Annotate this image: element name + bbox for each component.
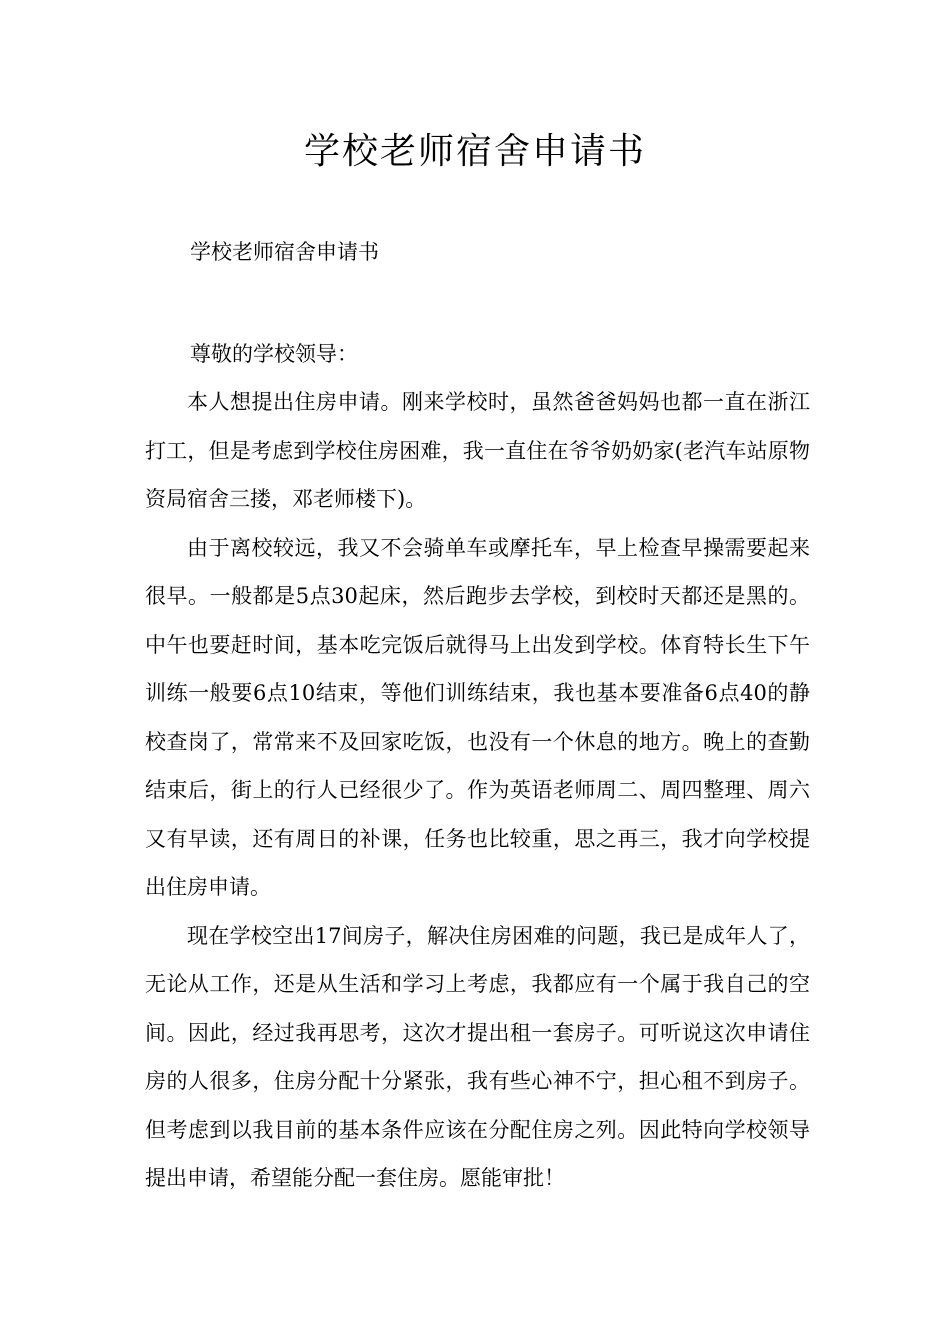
salutation: 尊敬的学校领导： (190, 342, 358, 366)
paragraph: 本人想提出住房申请。刚来学校时，虽然爸爸妈妈也都一直在浙江打工，但是考虑到学校住房困难，我一直住在爷爷奶奶家(老汽车站原物资局宿舍三搂，邓老师楼下)。 (145, 390, 810, 511)
document-subtitle: 学校老师宿舍申请书 (190, 240, 379, 264)
paragraph: 现在学校空出17间房子，解决住房困难的问题，我已是成年人了，无论从工作，还是从生活和学习上考虑，我都应有一个属于我自己的空间。因此，经过我再思考，这次才提出租一套房子。可听说这次申请住房的人很多，住房分配十分紧张，我有些心神不宁，担心租不到房子。但考虑到以我目前的基本条件应该在分配住房之列。因此特向学校领导提出申请，希望能分配一套住房。愿能审批！ (145, 923, 810, 1190)
letter-body (145, 378, 810, 1203)
paragraph: 由于离校较远，我又不会骑单车或摩托车，早上检查早操需要起来很早。一般都是5点30起床，然后跑步去学校，到校时天都还是黑的。中午也要赶时间，基本吃完饭后就得马上出发到学校。体育特长生下午训练一般要6点10结束，等他们训练结束，我也基本要准备6点40的静校查岗了，常常来不及回家吃饭，也没有一个休息的地方。晚上的查勤结束后，街上的行人已经很少了。作为英语老师周二、周四整理、周六又有早读，还有周日的补课，任务也比较重，思之再三，我才向学校提出住房申请。 (145, 535, 810, 899)
document-title: 学校老师宿舍申请书 (303, 131, 646, 172)
